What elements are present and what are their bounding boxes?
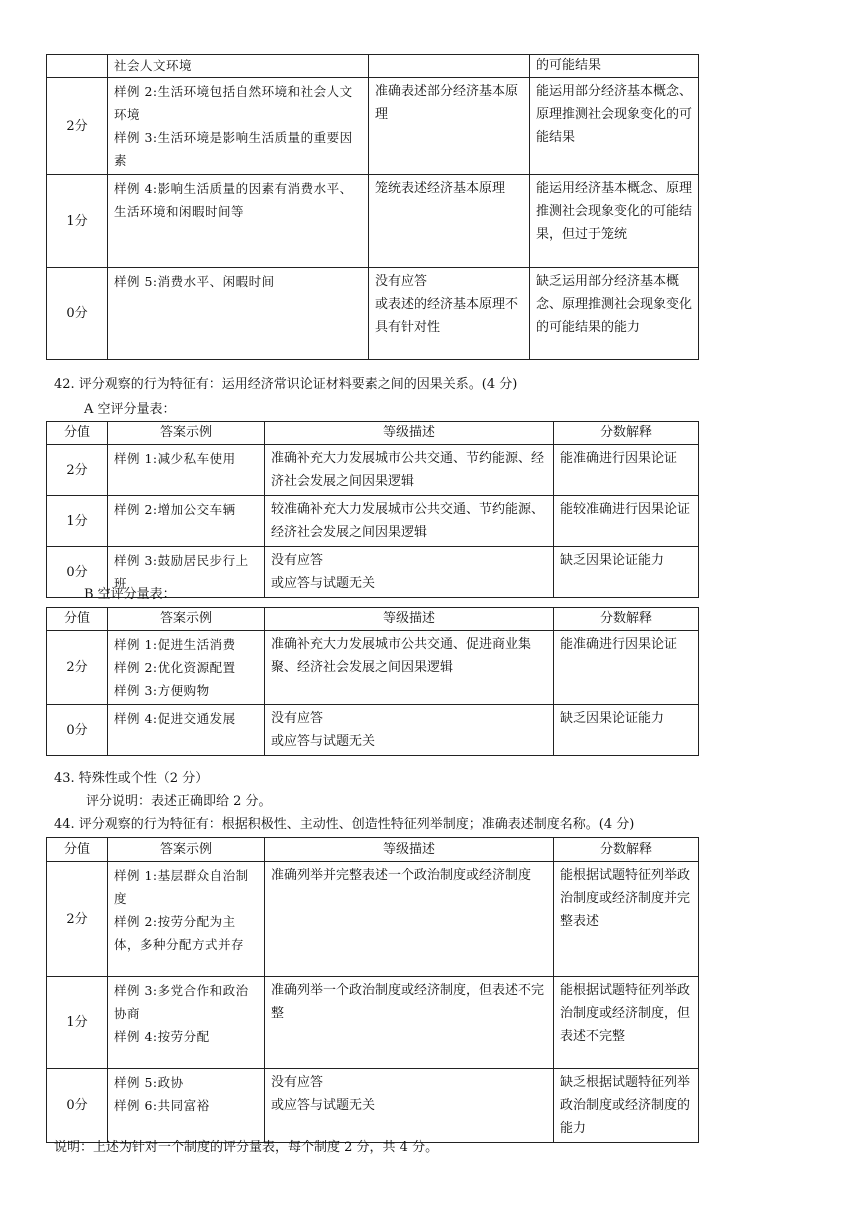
table-row: [47, 862, 699, 977]
header-level: 等级描述: [265, 838, 554, 862]
score-cell: 2分: [47, 78, 108, 175]
header-example: 答案示例: [108, 422, 265, 445]
level-cell: 准确列举并完整表述一个政治制度或经济制度: [265, 862, 554, 977]
example-cell: 社会人文环境: [108, 55, 369, 78]
level-cell: [265, 547, 554, 598]
header-explain: 分数解释: [554, 422, 699, 445]
rubric-table-a: [46, 421, 699, 598]
rubric-table-44: [46, 837, 699, 1143]
table-row: [47, 175, 699, 268]
header-example: 答案示例: [108, 838, 265, 862]
header-score: 分值: [47, 608, 108, 631]
example-cell: [108, 977, 265, 1069]
explain-cell: 的可能结果: [530, 55, 699, 78]
explain-cell: 能根据试题特征列举政治制度或经济制度并完整表述: [554, 862, 699, 977]
example-item: 样例 2:按劳分配为主体，多种分配方式并存: [114, 914, 245, 952]
explain-cell: 缺乏因果论证能力: [554, 705, 699, 756]
rubric-table-b: [46, 607, 699, 756]
header-explain: 分数解释: [554, 608, 699, 631]
header-example: 答案示例: [108, 608, 265, 631]
level-cell: [265, 705, 554, 756]
example-cell: [108, 445, 265, 496]
example-item: 样例 4:促进交通发展: [114, 711, 236, 726]
table-row: [47, 268, 699, 360]
explain-cell: 缺乏根据试题特征列举政治制度或经济制度的能力: [554, 1069, 699, 1143]
header-level: 等级描述: [265, 608, 554, 631]
example-cell: [108, 496, 265, 547]
level-cell: 准确表述部分经济基本原理: [369, 78, 530, 175]
example-item: 样例 2:增加公交车辆: [114, 502, 236, 517]
level-cell: [265, 1069, 554, 1143]
example-item: 样例 6:共同富裕: [114, 1098, 210, 1113]
level-line: 没有应答: [271, 1075, 324, 1090]
score-cell: 1分: [47, 496, 108, 547]
score-cell: 0分: [47, 268, 108, 360]
table-header-row: [47, 422, 699, 445]
example-item: 样例 5:政协: [114, 1075, 184, 1090]
table-header-row: [47, 608, 699, 631]
question-42: 42. 评分观察的行为特征有：运用经济常识论证材料要素之间的因果关系。(4 分): [54, 377, 518, 392]
example-cell: [108, 268, 369, 360]
level-line: 或表述的经济基本原理不具有针对性: [375, 297, 519, 335]
explain-cell: 能准确进行因果论证: [554, 631, 699, 705]
question-43: 43. 特殊性或个性（2 分）: [54, 771, 209, 786]
table-row: [47, 705, 699, 756]
score-cell: [47, 55, 108, 78]
level-line: 或应答与试题无关: [271, 1098, 376, 1113]
level-line: 没有应答: [271, 553, 324, 568]
explain-cell: 缺乏运用部分经济基本概念、原理推测社会现象变化的可能结果的能力: [530, 268, 699, 360]
explain-cell: 能运用经济基本概念、原理推测社会现象变化的可能结果，但过于笼统: [530, 175, 699, 268]
explain-cell: 能根据试题特征列举政治制度或经济制度，但表述不完整: [554, 977, 699, 1069]
table-header-row: [47, 838, 699, 862]
footer-note: 说明：上述为针对一个制度的评分量表，每个制度 2 分，共 4 分。: [54, 1140, 439, 1155]
table-row: [47, 78, 699, 175]
table-row: [47, 55, 699, 78]
explain-cell: 能运用部分经济基本概念、原理推测社会现象变化的可能结果: [530, 78, 699, 175]
table-row: [47, 496, 699, 547]
level-line: 或应答与试题无关: [271, 734, 376, 749]
score-cell: 0分: [47, 1069, 108, 1143]
table-a-label: A 空评分量表：: [84, 402, 176, 417]
explain-cell: 能较准确进行因果论证: [554, 496, 699, 547]
level-line: 或应答与试题无关: [271, 576, 376, 591]
example-cell: [108, 78, 369, 175]
example-item: 样例 1:基层群众自治制度: [114, 868, 249, 906]
example-cell: [108, 862, 265, 977]
score-cell: 1分: [47, 175, 108, 268]
level-line: 没有应答: [375, 274, 428, 289]
level-cell: 准确补充大力发展城市公共交通、促进商业集聚、经济社会发展之间因果逻辑: [265, 631, 554, 705]
level-cell: 准确补充大力发展城市公共交通、节约能源、经济社会发展之间因果逻辑: [265, 445, 554, 496]
example-item: 样例 3:多党合作和政治协商: [114, 983, 249, 1021]
example-cell: [108, 705, 265, 756]
example-item: 样例 4:影响生活质量的因素有消费水平、生活环境和闲暇时间等: [114, 181, 353, 219]
level-cell: 较准确补充大力发展城市公共交通、节约能源、经济社会发展之间因果逻辑: [265, 496, 554, 547]
header-explain: 分数解释: [554, 838, 699, 862]
example-cell: [108, 631, 265, 705]
table-row: [47, 631, 699, 705]
table-row: [47, 445, 699, 496]
level-line: 没有应答: [271, 711, 324, 726]
example-cell: [108, 1069, 265, 1143]
question-44: 44. 评分观察的行为特征有：根据积极性、主动性、创造性特征列举制度；准确表述制度名称。(4 分): [54, 817, 635, 832]
example-cell: [108, 175, 369, 268]
level-cell: 笼统表述经济基本原理: [369, 175, 530, 268]
score-cell: 2分: [47, 631, 108, 705]
explain-cell: 能准确进行因果论证: [554, 445, 699, 496]
example-item: 样例 2:生活环境包括自然环境和社会人文环境: [114, 84, 353, 122]
score-cell: 2分: [47, 445, 108, 496]
header-score: 分值: [47, 422, 108, 445]
rubric-table-41: [46, 54, 699, 360]
example-item: 样例 5:消费水平、闲暇时间: [114, 274, 275, 289]
header-level: 等级描述: [265, 422, 554, 445]
score-cell: 1分: [47, 977, 108, 1069]
score-cell: 0分: [47, 547, 108, 598]
example-item: 样例 3:生活环境是影响生活质量的重要因素: [114, 130, 353, 168]
header-score: 分值: [47, 838, 108, 862]
explain-cell: 缺乏因果论证能力: [554, 547, 699, 598]
example-item: 样例 1:减少私车使用: [114, 451, 236, 466]
question-43-note: 评分说明：表述正确即给 2 分。: [86, 794, 272, 809]
level-cell: 准确列举一个政治制度或经济制度，但表述不完整: [265, 977, 554, 1069]
table-row: [47, 1069, 699, 1143]
example-item: 样例 1:促进生活消费: [114, 637, 236, 652]
score-cell: 0分: [47, 705, 108, 756]
example-item: 样例 2:优化资源配置: [114, 660, 236, 675]
example-item: 样例 3:方便购物: [114, 683, 210, 698]
table-row: [47, 977, 699, 1069]
example-item: 样例 4:按劳分配: [114, 1029, 210, 1044]
example-item: 样例 3:鼓励居民步行上班: [114, 553, 249, 591]
score-cell: 2分: [47, 862, 108, 977]
level-cell: [369, 268, 530, 360]
level-cell: [369, 55, 530, 78]
table-b-label: B 空评分量表：: [84, 587, 176, 602]
